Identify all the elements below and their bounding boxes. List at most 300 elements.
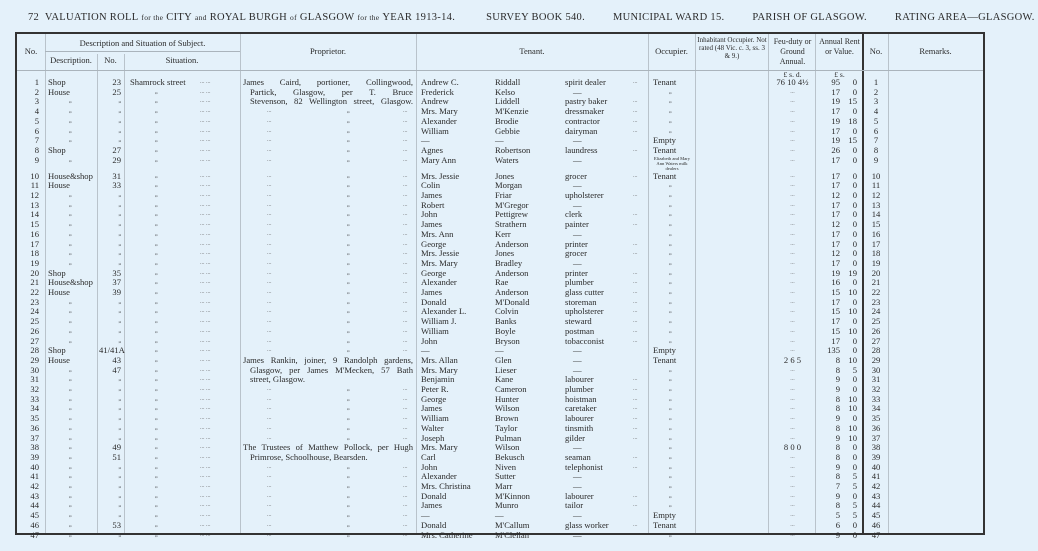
situation: „ <box>155 521 158 528</box>
description: „ <box>69 137 72 144</box>
rent-shillings: 0 <box>852 199 857 210</box>
row-number-right: 10 <box>871 170 881 181</box>
description: „ <box>69 444 72 451</box>
row-number: 32 <box>30 384 39 394</box>
situation: „ <box>155 201 158 208</box>
tenant-occupation: — <box>573 86 582 97</box>
subject-number: „ <box>118 473 121 480</box>
proprietor: Primrose, Schoolhouse, Bearsden. <box>250 451 368 462</box>
subject-number: 25 <box>112 86 121 97</box>
tenant-forename: Andrew C. <box>421 77 459 87</box>
leader-dots: ... ... <box>200 127 211 134</box>
rent-shillings: 0 <box>852 257 857 268</box>
proprietor: „ <box>347 201 350 208</box>
col-situation: Situation. <box>165 55 199 65</box>
rent-pounds: 12 <box>831 190 840 200</box>
leader-dots: ... <box>403 327 408 334</box>
row-number: 15 <box>30 219 39 230</box>
situation: „ <box>155 230 158 237</box>
occupier: „ <box>669 269 672 276</box>
leader-dots: ... <box>403 434 408 441</box>
leader-dots: ... <box>403 279 408 286</box>
leader-dots: ... ... <box>200 298 211 305</box>
leader-dots: ... ... <box>200 318 211 325</box>
tenant-occupation: — <box>573 199 582 210</box>
tenant-occupation: grocer <box>565 170 587 181</box>
rent-pounds: 17 <box>831 180 840 191</box>
tenant-forename: William <box>421 125 449 136</box>
tenant-forename: Alexander <box>421 115 457 126</box>
tenant-surname: M'Kenzie <box>495 106 529 117</box>
occupier: „ <box>669 405 672 412</box>
description: „ <box>69 240 72 247</box>
rent-pounds: 8 <box>835 422 840 433</box>
description: „ <box>69 434 72 441</box>
leader-dots: ... ... <box>200 182 211 189</box>
tenant-forename: Benjamin <box>421 374 455 385</box>
page-number: 72 <box>28 12 40 23</box>
tenant-forename: Carl <box>421 451 436 462</box>
proprietor: „ <box>347 192 350 198</box>
subject-number: 41/41A <box>99 345 125 356</box>
tenant-forename: Mrs. Jessie <box>421 170 460 181</box>
rent-shillings: 15 <box>848 96 857 107</box>
occupier: „ <box>669 127 672 134</box>
row-number: 22 <box>30 287 39 297</box>
description: „ <box>69 512 72 519</box>
tenant-surname: Jones <box>495 170 515 181</box>
proprietor: „ <box>347 240 350 247</box>
description: „ <box>69 298 72 305</box>
subject-number: „ <box>118 415 121 422</box>
occupier: „ <box>669 279 672 286</box>
leader-dots: ... <box>267 137 272 144</box>
occupier: „ <box>669 483 672 489</box>
tenant-surname: — <box>495 510 504 521</box>
tenant-forename: Agnes <box>421 144 443 155</box>
occupier: „ <box>669 424 672 431</box>
row-number: 38 <box>30 442 39 453</box>
situation: „ <box>155 347 158 354</box>
occupier: „ <box>669 366 672 373</box>
occupier: „ <box>669 240 672 247</box>
occupier: „ <box>669 192 672 198</box>
leader-dots: ... <box>403 512 408 519</box>
leader-dots: ... <box>267 386 272 392</box>
feu-duty: ... <box>790 376 795 383</box>
leader-dots: ... <box>403 211 408 218</box>
situation: „ <box>155 327 158 334</box>
tenant-surname: Lieser <box>495 364 517 375</box>
leader-dots: ... <box>633 117 638 124</box>
leader-dots: ... ... <box>200 156 211 163</box>
col-inhabitant: Inhabitant Occupier. Not rated (48 Vic. c. 3, ss. 3 & 9.) <box>697 36 767 60</box>
leader-dots: ... <box>403 308 408 315</box>
rent-shillings: 0 <box>852 461 857 472</box>
row-number: 23 <box>30 296 39 307</box>
row-number: 43 <box>30 490 39 501</box>
occupier: „ <box>669 230 672 237</box>
tenant-forename: Mrs. Ann <box>421 228 454 239</box>
leader-dots: ... ... <box>200 521 211 528</box>
title-part: YEAR 1913-14. <box>382 12 456 23</box>
proprietor: Glasgow, per James M'Mecken, 57 Bath <box>250 364 413 375</box>
proprietor: The Trustees of Matthew Pollock, per Hugh <box>243 442 413 453</box>
feu-duty: ... <box>790 395 795 402</box>
rent-pounds: 12 <box>831 219 840 230</box>
row-number: 31 <box>30 374 39 385</box>
rent-pounds: 17 <box>831 199 840 210</box>
subject-number: 39 <box>112 287 121 297</box>
rent-pounds: 135 <box>827 345 840 356</box>
rent-pounds: 17 <box>831 209 840 220</box>
col-no-2: No. <box>869 46 883 56</box>
tenant-occupation: spirit dealer <box>565 77 606 87</box>
feu-duty: ... <box>790 386 795 392</box>
leader-dots: ... ... <box>200 146 211 153</box>
subject-number: 47 <box>112 364 121 375</box>
situation: „ <box>155 259 158 266</box>
situation: „ <box>155 356 158 363</box>
leader-dots: ... <box>633 405 638 412</box>
situation: „ <box>155 127 158 134</box>
row-number: 28 <box>30 345 39 356</box>
occupier: Tenant <box>653 144 677 155</box>
feu-duty: ... <box>790 415 795 422</box>
leader-dots: ... <box>633 146 638 153</box>
leader-dots: ... <box>267 512 272 519</box>
proprietor: James Caird, portioner, Collingwood, <box>243 77 413 87</box>
tenant-occupation: seaman <box>565 451 591 462</box>
rent-pounds: 17 <box>831 125 840 136</box>
tenant-occupation: caretaker <box>565 403 597 414</box>
tenant-forename: Robert <box>421 199 445 210</box>
tenant-forename: William J. <box>421 316 457 327</box>
leader-dots: ... <box>633 221 638 228</box>
subject-number: „ <box>118 250 121 257</box>
leader-dots: ... <box>403 221 408 228</box>
leader-dots: ... <box>403 318 408 325</box>
tenant-occupation: — <box>573 257 582 268</box>
col-feu: Feu-duty or Ground Annual. <box>773 37 812 66</box>
proprietor: „ <box>347 502 350 509</box>
leader-dots: ... <box>267 415 272 422</box>
situation: „ <box>155 298 158 305</box>
description: „ <box>69 405 72 412</box>
situation: „ <box>155 434 158 441</box>
tenant-occupation: — <box>573 354 582 365</box>
row-number: 33 <box>30 393 39 404</box>
proprietor: „ <box>347 182 350 189</box>
tenant-occupation: — <box>573 471 582 482</box>
subject-number: 49 <box>112 442 121 453</box>
rent-shillings: 5 <box>852 510 857 521</box>
row-number-right: 24 <box>871 306 881 317</box>
subject-number: „ <box>118 502 121 509</box>
tenant-forename: — <box>421 345 430 356</box>
leader-dots: ... ... <box>200 434 211 441</box>
row-number-right: 37 <box>871 432 881 443</box>
row-number-right: 47 <box>871 529 881 540</box>
description: „ <box>69 415 72 422</box>
description: Shop <box>48 77 66 87</box>
rent-pounds: 9 <box>835 374 840 385</box>
description: „ <box>69 318 72 325</box>
row-number-right: 18 <box>871 248 881 259</box>
occupier: Tenant <box>653 170 677 181</box>
situation: „ <box>155 376 158 383</box>
leader-dots: ... ... <box>200 463 211 470</box>
subject-number: „ <box>118 221 121 228</box>
rent-shillings: 10 <box>848 325 857 336</box>
description: „ <box>69 473 72 480</box>
leader-dots: ... ... <box>200 117 211 124</box>
feu-duty: ... <box>790 318 795 325</box>
description: House <box>48 180 70 191</box>
row-number: 36 <box>30 422 39 433</box>
col-no: No. <box>24 46 38 56</box>
row-number-right: 34 <box>871 403 881 414</box>
row-number: 16 <box>30 228 39 239</box>
leader-dots: ... <box>267 250 272 257</box>
tenant-occupation: grocer <box>565 248 587 259</box>
row-number-right: 13 <box>871 199 881 210</box>
tenant-surname: Bradley <box>495 257 523 268</box>
row-number: 34 <box>30 403 39 414</box>
row-number-right: 44 <box>871 500 881 511</box>
tenant-occupation: gilder <box>565 432 586 443</box>
tenant-occupation: upholsterer <box>565 190 604 200</box>
proprietor: „ <box>347 172 350 179</box>
row-number: 19 <box>30 257 39 268</box>
municipal-ward: MUNICIPAL WARD 15. <box>612 12 725 23</box>
occupier: „ <box>669 308 672 315</box>
description: „ <box>69 395 72 402</box>
description: „ <box>69 192 72 198</box>
subject-number: „ <box>118 327 121 334</box>
row-number: 27 <box>30 335 39 346</box>
leader-dots: ... <box>403 483 408 489</box>
tenant-surname: Bekusch <box>495 451 525 462</box>
proprietor: „ <box>347 279 350 286</box>
description: „ <box>69 453 72 460</box>
description: „ <box>69 250 72 257</box>
row-number: 29 <box>30 354 39 365</box>
tenant-surname: Brown <box>495 413 519 424</box>
divider <box>45 51 240 52</box>
row-number-right: 45 <box>871 510 881 521</box>
rent-pounds: 17 <box>831 335 840 346</box>
table-row <box>17 531 987 541</box>
tenant-occupation: — <box>573 345 582 356</box>
feu-duty: ... <box>790 512 795 519</box>
rent-shillings: 10 <box>848 432 857 443</box>
row-number: 3 <box>34 96 39 107</box>
description: „ <box>69 337 72 344</box>
subject-number: „ <box>118 308 121 315</box>
leader-dots: ... <box>267 289 272 295</box>
situation: „ <box>155 156 158 163</box>
leader-dots: ... ... <box>200 395 211 402</box>
tenant-forename: Donald <box>421 296 447 307</box>
description: Shop <box>48 345 66 356</box>
tenant-surname: Jones <box>495 248 515 259</box>
subject-number: „ <box>118 512 121 519</box>
situation: „ <box>155 221 158 228</box>
row-number-right: 19 <box>871 257 881 268</box>
row-number-right: 14 <box>871 209 881 220</box>
leader-dots: ... <box>267 192 272 198</box>
situation: „ <box>155 98 158 105</box>
subject-number: 43 <box>112 354 121 365</box>
tenant-forename: John <box>421 209 438 220</box>
tenant-surname: Glen <box>495 354 512 365</box>
feu-duty: ... <box>790 405 795 412</box>
leader-dots: ... <box>633 327 638 334</box>
row-number: 9 <box>34 154 39 165</box>
row-number-right: 16 <box>871 228 881 239</box>
tenant-forename: Donald <box>421 490 447 501</box>
leader-dots: ... ... <box>200 211 211 218</box>
subject-number: „ <box>118 127 121 134</box>
feu-duty: ... <box>790 108 795 115</box>
tenant-forename: James <box>421 219 443 230</box>
leader-dots: ... ... <box>200 483 211 489</box>
row-number-right: 8 <box>873 144 879 155</box>
rent-shillings: 10 <box>848 306 857 317</box>
situation: „ <box>155 279 158 286</box>
title-part: GLASGOW <box>299 12 355 23</box>
tenant-occupation: glass worker <box>565 519 609 530</box>
subject-number: 29 <box>112 154 121 165</box>
rent-pounds: 26 <box>831 144 840 155</box>
leader-dots: ... ... <box>200 289 211 295</box>
leader-dots: ... ... <box>200 98 211 105</box>
feu-duty: ... <box>790 424 795 431</box>
tenant-surname: Gebbie <box>495 125 520 136</box>
leader-dots: ... <box>403 127 408 134</box>
leader-dots: ... <box>267 230 272 237</box>
leader-dots: ... <box>633 415 638 422</box>
rent-pounds: 8 <box>835 354 840 365</box>
proprietor: „ <box>347 337 350 344</box>
proprietor: „ <box>347 156 350 163</box>
col-occupier: Occupier. <box>655 46 688 56</box>
row-number: 20 <box>30 267 39 278</box>
tenant-occupation: printer <box>565 267 588 278</box>
occupier: „ <box>669 98 672 105</box>
leader-dots: ... <box>403 250 408 257</box>
tenant-occupation: printer <box>565 238 588 249</box>
rent-pounds: 19 <box>831 135 840 146</box>
occupier: „ <box>669 211 672 218</box>
proprietor: „ <box>347 424 350 431</box>
row-number-right: 41 <box>871 471 881 482</box>
leader-dots: ... <box>633 108 638 115</box>
leader-dots: ... ... <box>200 492 211 499</box>
leader-dots: ... <box>267 337 272 344</box>
leader-dots: ... <box>267 146 272 153</box>
subject-number: „ <box>118 230 121 237</box>
rent-pounds: 17 <box>831 257 840 268</box>
rent-pounds: 5 <box>835 510 840 521</box>
row-number-right: 29 <box>871 354 881 365</box>
subject-number: „ <box>118 424 121 431</box>
occupier: Empty <box>653 510 676 521</box>
rent-pounds: 9 <box>835 529 840 540</box>
subject-number: „ <box>118 240 121 247</box>
tenant-occupation: plumber <box>565 277 594 288</box>
tenant-forename: Mrs. Jessie <box>421 248 460 259</box>
tenant-forename: Alexander L. <box>421 306 467 317</box>
feu-duty: ... <box>790 259 795 266</box>
roll-title <box>45 12 458 23</box>
tenant-occupation: plumber <box>565 384 594 394</box>
tenant-occupation: steward <box>565 316 592 327</box>
proprietor: „ <box>347 298 350 305</box>
occupier: „ <box>669 502 672 509</box>
leader-dots: ... <box>267 531 272 538</box>
tenant-forename: Joseph <box>421 432 445 443</box>
row-number-right: 17 <box>871 238 881 249</box>
leader-dots: ... <box>633 269 638 276</box>
rent-shillings: 0 <box>852 180 857 191</box>
leader-dots: ... ... <box>200 308 211 315</box>
leader-dots: ... <box>267 473 272 480</box>
leader-dots: ... <box>267 492 272 499</box>
tenant-occupation: postman <box>565 325 595 336</box>
proprietor: „ <box>347 521 350 528</box>
leader-dots: ... <box>267 308 272 315</box>
row-number-right: 3 <box>873 96 879 107</box>
subject-number: „ <box>118 434 121 441</box>
rent-shillings: 19 <box>848 267 857 278</box>
subject-number: 31 <box>112 170 121 181</box>
row-number-right: 6 <box>873 125 879 136</box>
description: „ <box>69 366 72 373</box>
leader-dots: ... <box>633 521 638 528</box>
leader-dots: ... ... <box>200 88 211 95</box>
tenant-forename: Mary Ann <box>421 154 457 165</box>
rent-shillings: 0 <box>852 219 857 230</box>
situation: „ <box>155 473 158 480</box>
occupier: „ <box>669 415 672 422</box>
row-number-right: 28 <box>871 345 881 356</box>
leader-dots: ... ... <box>200 366 211 373</box>
survey-book: SURVEY BOOK 540. <box>486 12 586 23</box>
row-number-right: 38 <box>871 442 881 453</box>
row-number-right: 27 <box>871 335 881 346</box>
situation: „ <box>155 137 158 144</box>
proprietor: „ <box>347 308 350 315</box>
description: „ <box>69 156 72 163</box>
rent-shillings: 0 <box>852 413 857 424</box>
tenant-occupation: tailor <box>565 500 584 511</box>
leader-dots: ... <box>403 531 408 538</box>
description: „ <box>69 483 72 489</box>
feu-units: £ s. d. <box>783 70 802 79</box>
proprietor: „ <box>347 512 350 519</box>
proprietor: Partick, Glasgow, per T. Bruce <box>250 86 413 97</box>
leader-dots: ... ... <box>200 79 211 85</box>
leader-dots: ... <box>403 172 408 179</box>
tenant-forename: George <box>421 267 447 278</box>
subject-number: 53 <box>112 519 121 530</box>
leader-dots: ... <box>267 521 272 528</box>
leader-dots: ... <box>403 502 408 509</box>
leader-dots: ... ... <box>200 502 211 509</box>
description: „ <box>69 117 72 124</box>
